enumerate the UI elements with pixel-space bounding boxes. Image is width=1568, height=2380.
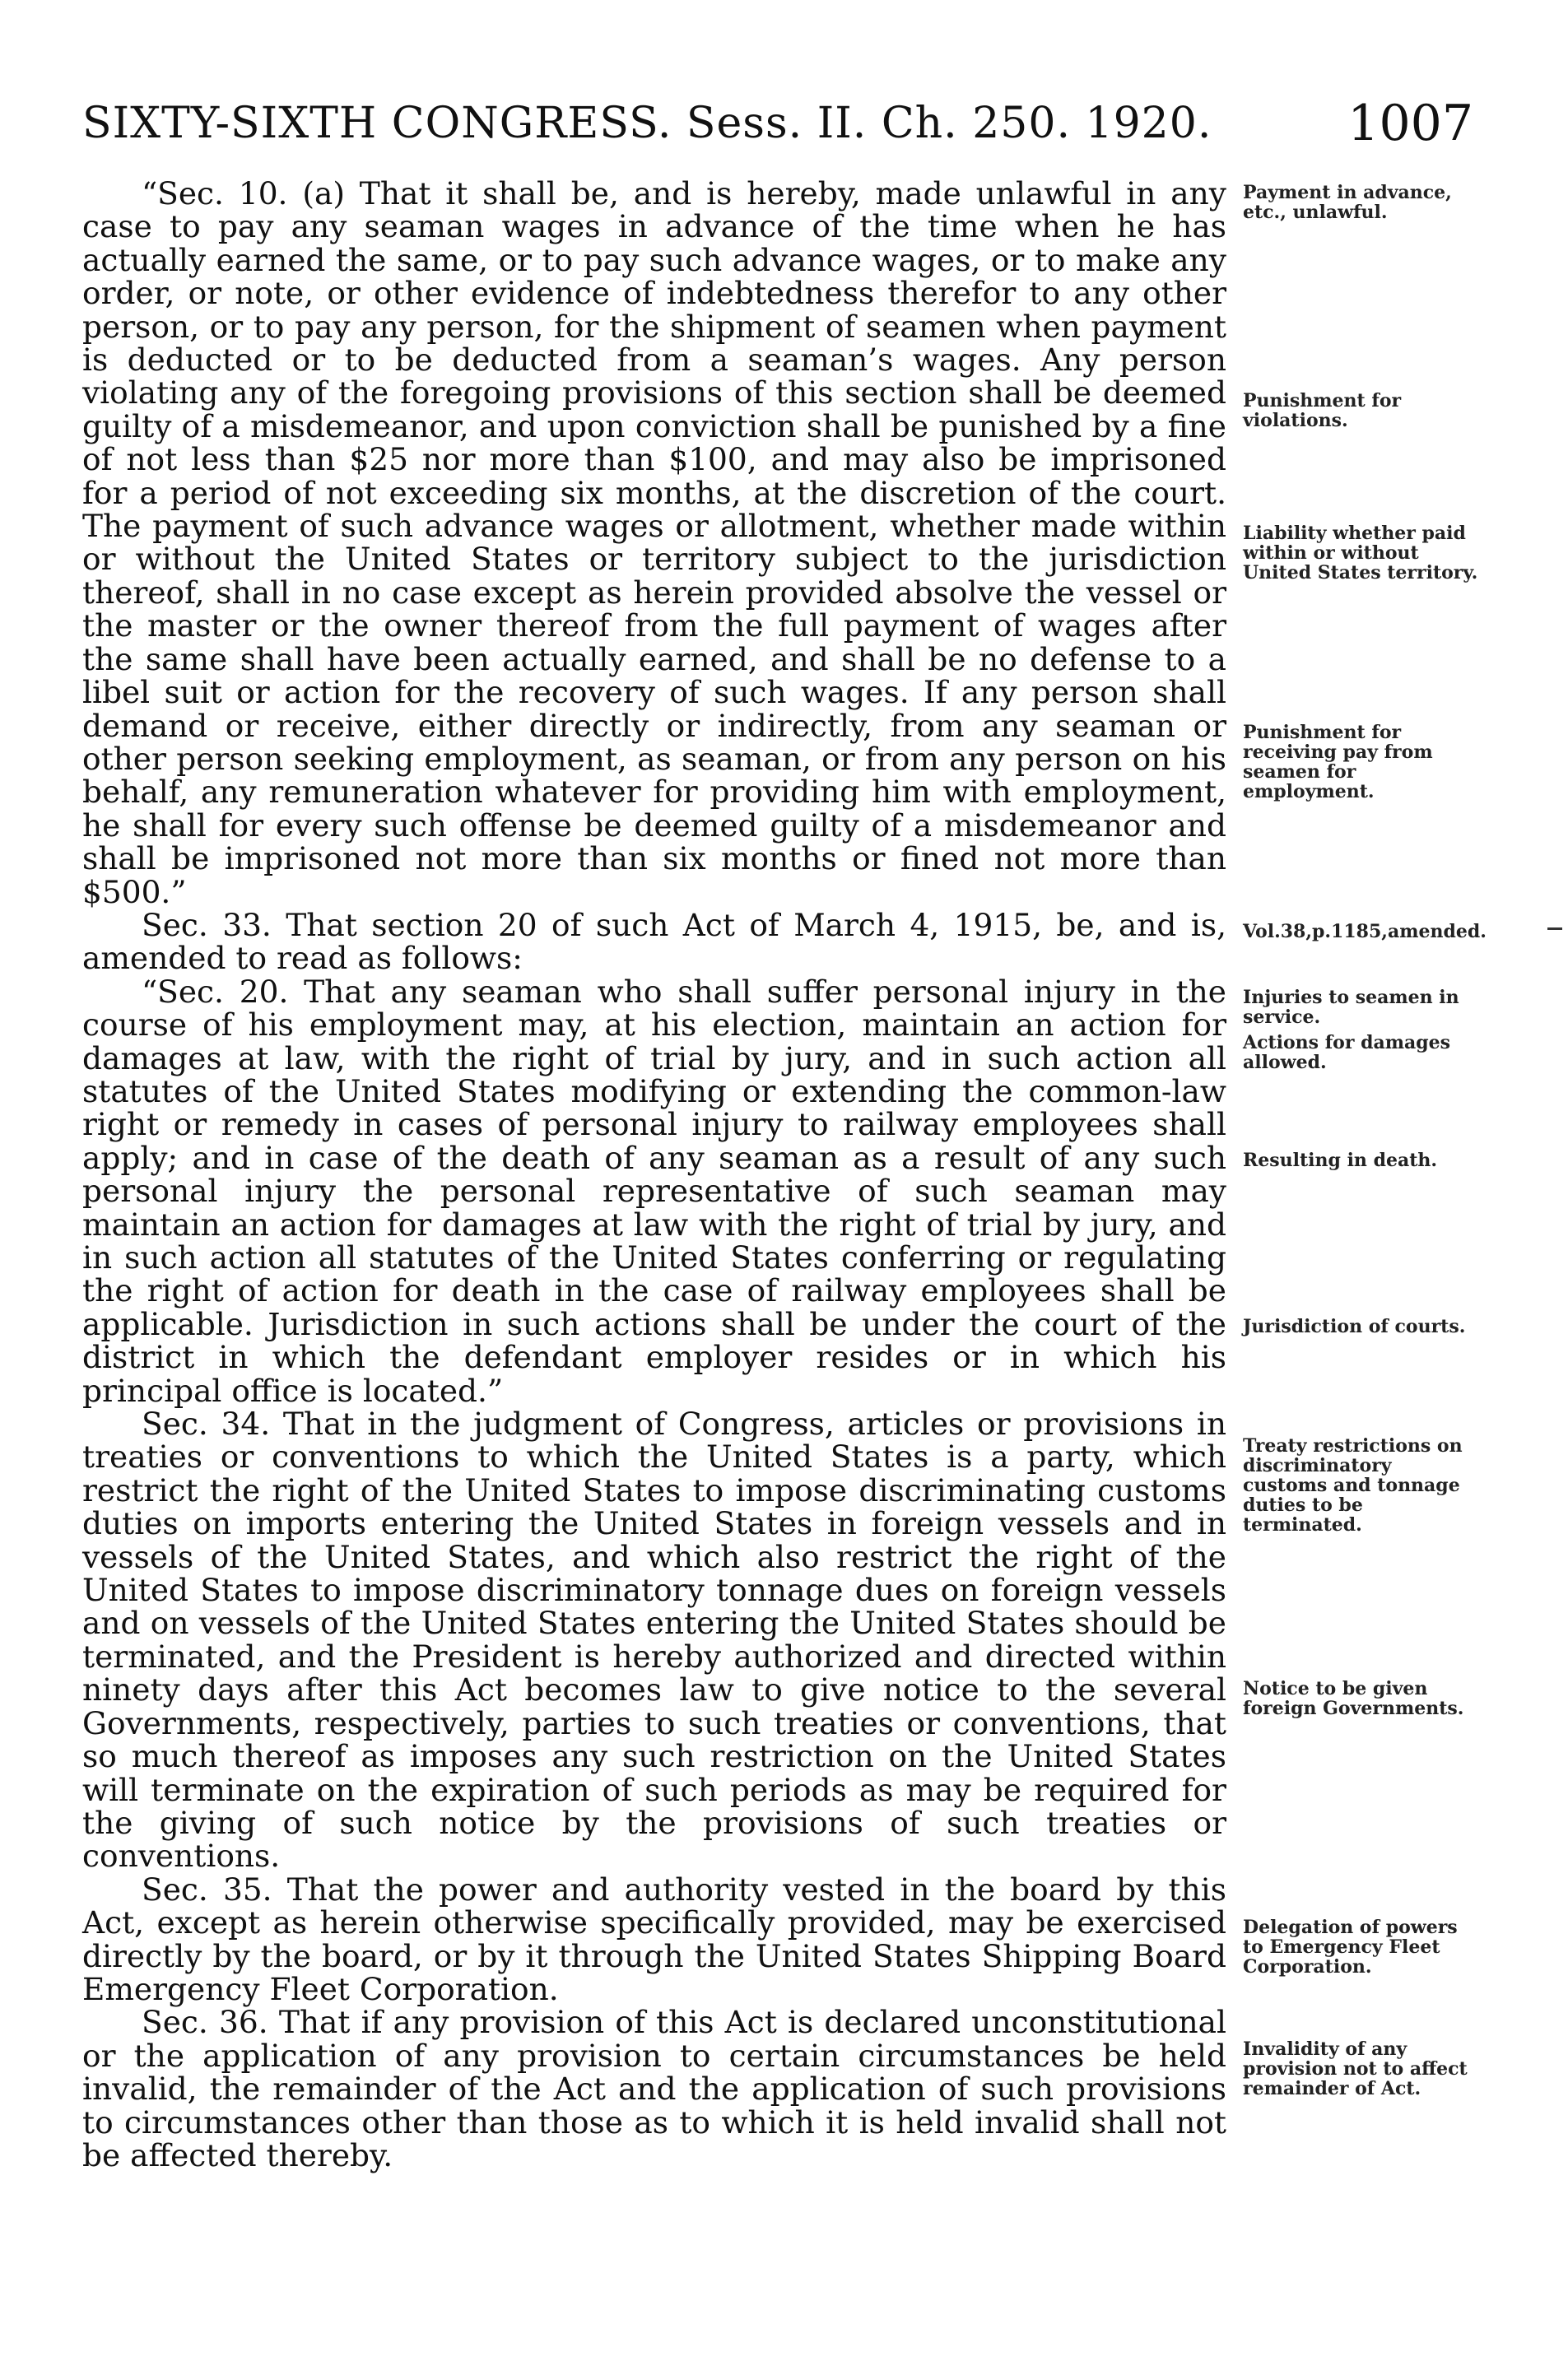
margin-note-punishment-receiving-pay: Punishment for receiving pay from seamen for employment.	[1243, 722, 1433, 802]
margin-note-resulting-in-death: Resulting in death.	[1243, 1150, 1438, 1171]
section-34-paragraph: Sec. 34. That in the judgment of Congress, articles or provisions in treaties or conventions to which the United States is a party, which restrict the right of the United States to impose discriminating customs duties on imports entering the United States in foreign vessels and in vessels of the United States, and which also restrict the right of the United States to impose discriminatory tonnage dues on foreign vessels and on vessels of the United States entering the United States should be terminated, and the President is hereby authorized and directed within ninety days after this Act becomes law to give notice to the several Governments, respectively, parties to such treaties or conventions, that so much thereof as imposes any such restriction on the United States will terminate on the expiration of such periods as may be required for the giving of such notice by the provisions of such treaties or conventions.	[82, 1406, 1226, 1875]
section-20-paragraph: “Sec. 20. That any seaman who shall suffer personal injury in the course of his employment may, at his election, maintain an action for damages at law, with the right of trial by jury, and in such action all statutes of the United States modifying or extending the common-law right or remedy in cases of personal injury to railway employees shall apply; and in case of the death of any seaman as a result of any such personal injury the personal representative of such seaman may maintain an action for damages at law with the right of trial by jury, and in such action all statutes of the United States conferring or regulating the right of action for death in the case of railway employees shall be applicable. Jurisdiction in such actions shall be under the court of the district in which the defendant employer resides or in which his principal office is located.”	[82, 973, 1226, 1409]
section-10-paragraph: “Sec. 10. (a) That it shall be, and is hereby, made unlawful in any case to pay any seaman wages in advance of the time when he has actually earned the same, or to pay such advance wages, or to make any order, or note, or other evidence of indebtedness therefor to any other person, or to pay any person, for the shipment of seamen when payment is deducted or to be deducted from a seaman’s wages. Any person violating any of the foregoing provisions of this section shall be deemed guilty of a misdemeanor, and upon conviction shall be punished by a fine of not less than $25 nor more than $100, and may also be imprisoned for a period of not exceeding six months, at the discretion of the court. The payment of such advance wages or allotment, whether made within or without the United States or territory subject to the jurisdiction thereof, shall in no case except as herein provided absolve the vessel or the master or the owner thereof from the full payment of wages after the same shall have been actually earned, and shall be no defense to a libel suit or action for the recovery of such wages. If any person shall demand or receive, either directly or indirectly, from any seaman or other person seeking employment, as seaman, or from any person on his behalf, any remuneration whatever for providing him with employment, he shall for every such offense be deemed guilty of a misdemeanor and shall be imprisoned not more than six months or fined not more than $500.”	[82, 175, 1226, 910]
margin-note-injuries-to-seamen: Injuries to seamen in service.	[1243, 987, 1459, 1028]
edge-mark	[1547, 927, 1562, 930]
main-text-column	[82, 177, 1226, 2172]
section-35-paragraph: Sec. 35. That the power and authority vested in the board by this Act, except as herein otherwise specifically provided, may be exercised directly by the board, or by it through the United States Shipping Board Emergency Fleet Corporation.	[82, 1871, 1226, 2007]
margin-note-treaty-restrictions: Treaty restrictions on discriminatory customs and tonnage duties to be terminated.	[1243, 1435, 1463, 1536]
margin-note-invalidity: Invalidity of any provision not to affect remainder of Act.	[1243, 2038, 1468, 2099]
margin-note-delegation-of-powers: Delegation of powers to Emergency Fleet Corporation.	[1243, 1917, 1458, 1978]
margin-note-actions-for-damages: Actions for damages allowed.	[1243, 1032, 1451, 1073]
margin-note-jurisdiction: Jurisdiction of courts.	[1243, 1316, 1466, 1337]
section-33-paragraph: Sec. 33. That section 20 of such Act of March 4, 1915, be, and is, amended to read as follows:	[82, 906, 1226, 977]
margin-note-punishment-violations: Punishment for violations.	[1243, 390, 1402, 431]
margin-note-notice-foreign-governments: Notice to be given foreign Governments.	[1243, 1678, 1464, 1719]
margin-note-liability: Liability whether paid within or without United States territory.	[1243, 523, 1478, 583]
section-36-paragraph: Sec. 36. That if any provision of this Act is declared unconstitutional or the application of any provision to certain circumstances be held invalid, the remainder of the Act and the application of such provisions to circumstances other than those as to which it is held invalid shall not be affected thereby.	[82, 2004, 1226, 2173]
margin-note-payment-advance: Payment in advance, etc., unlawful.	[1243, 182, 1452, 223]
header-title: SIXTY-SIXTH CONGRESS. Sess. II. Ch. 250. 1920.	[82, 99, 1212, 148]
running-header	[82, 91, 1473, 156]
margin-note-vol38-amended: Vol.38,p.1185,amended.	[1243, 921, 1487, 942]
page-number: 1007	[1347, 95, 1473, 152]
